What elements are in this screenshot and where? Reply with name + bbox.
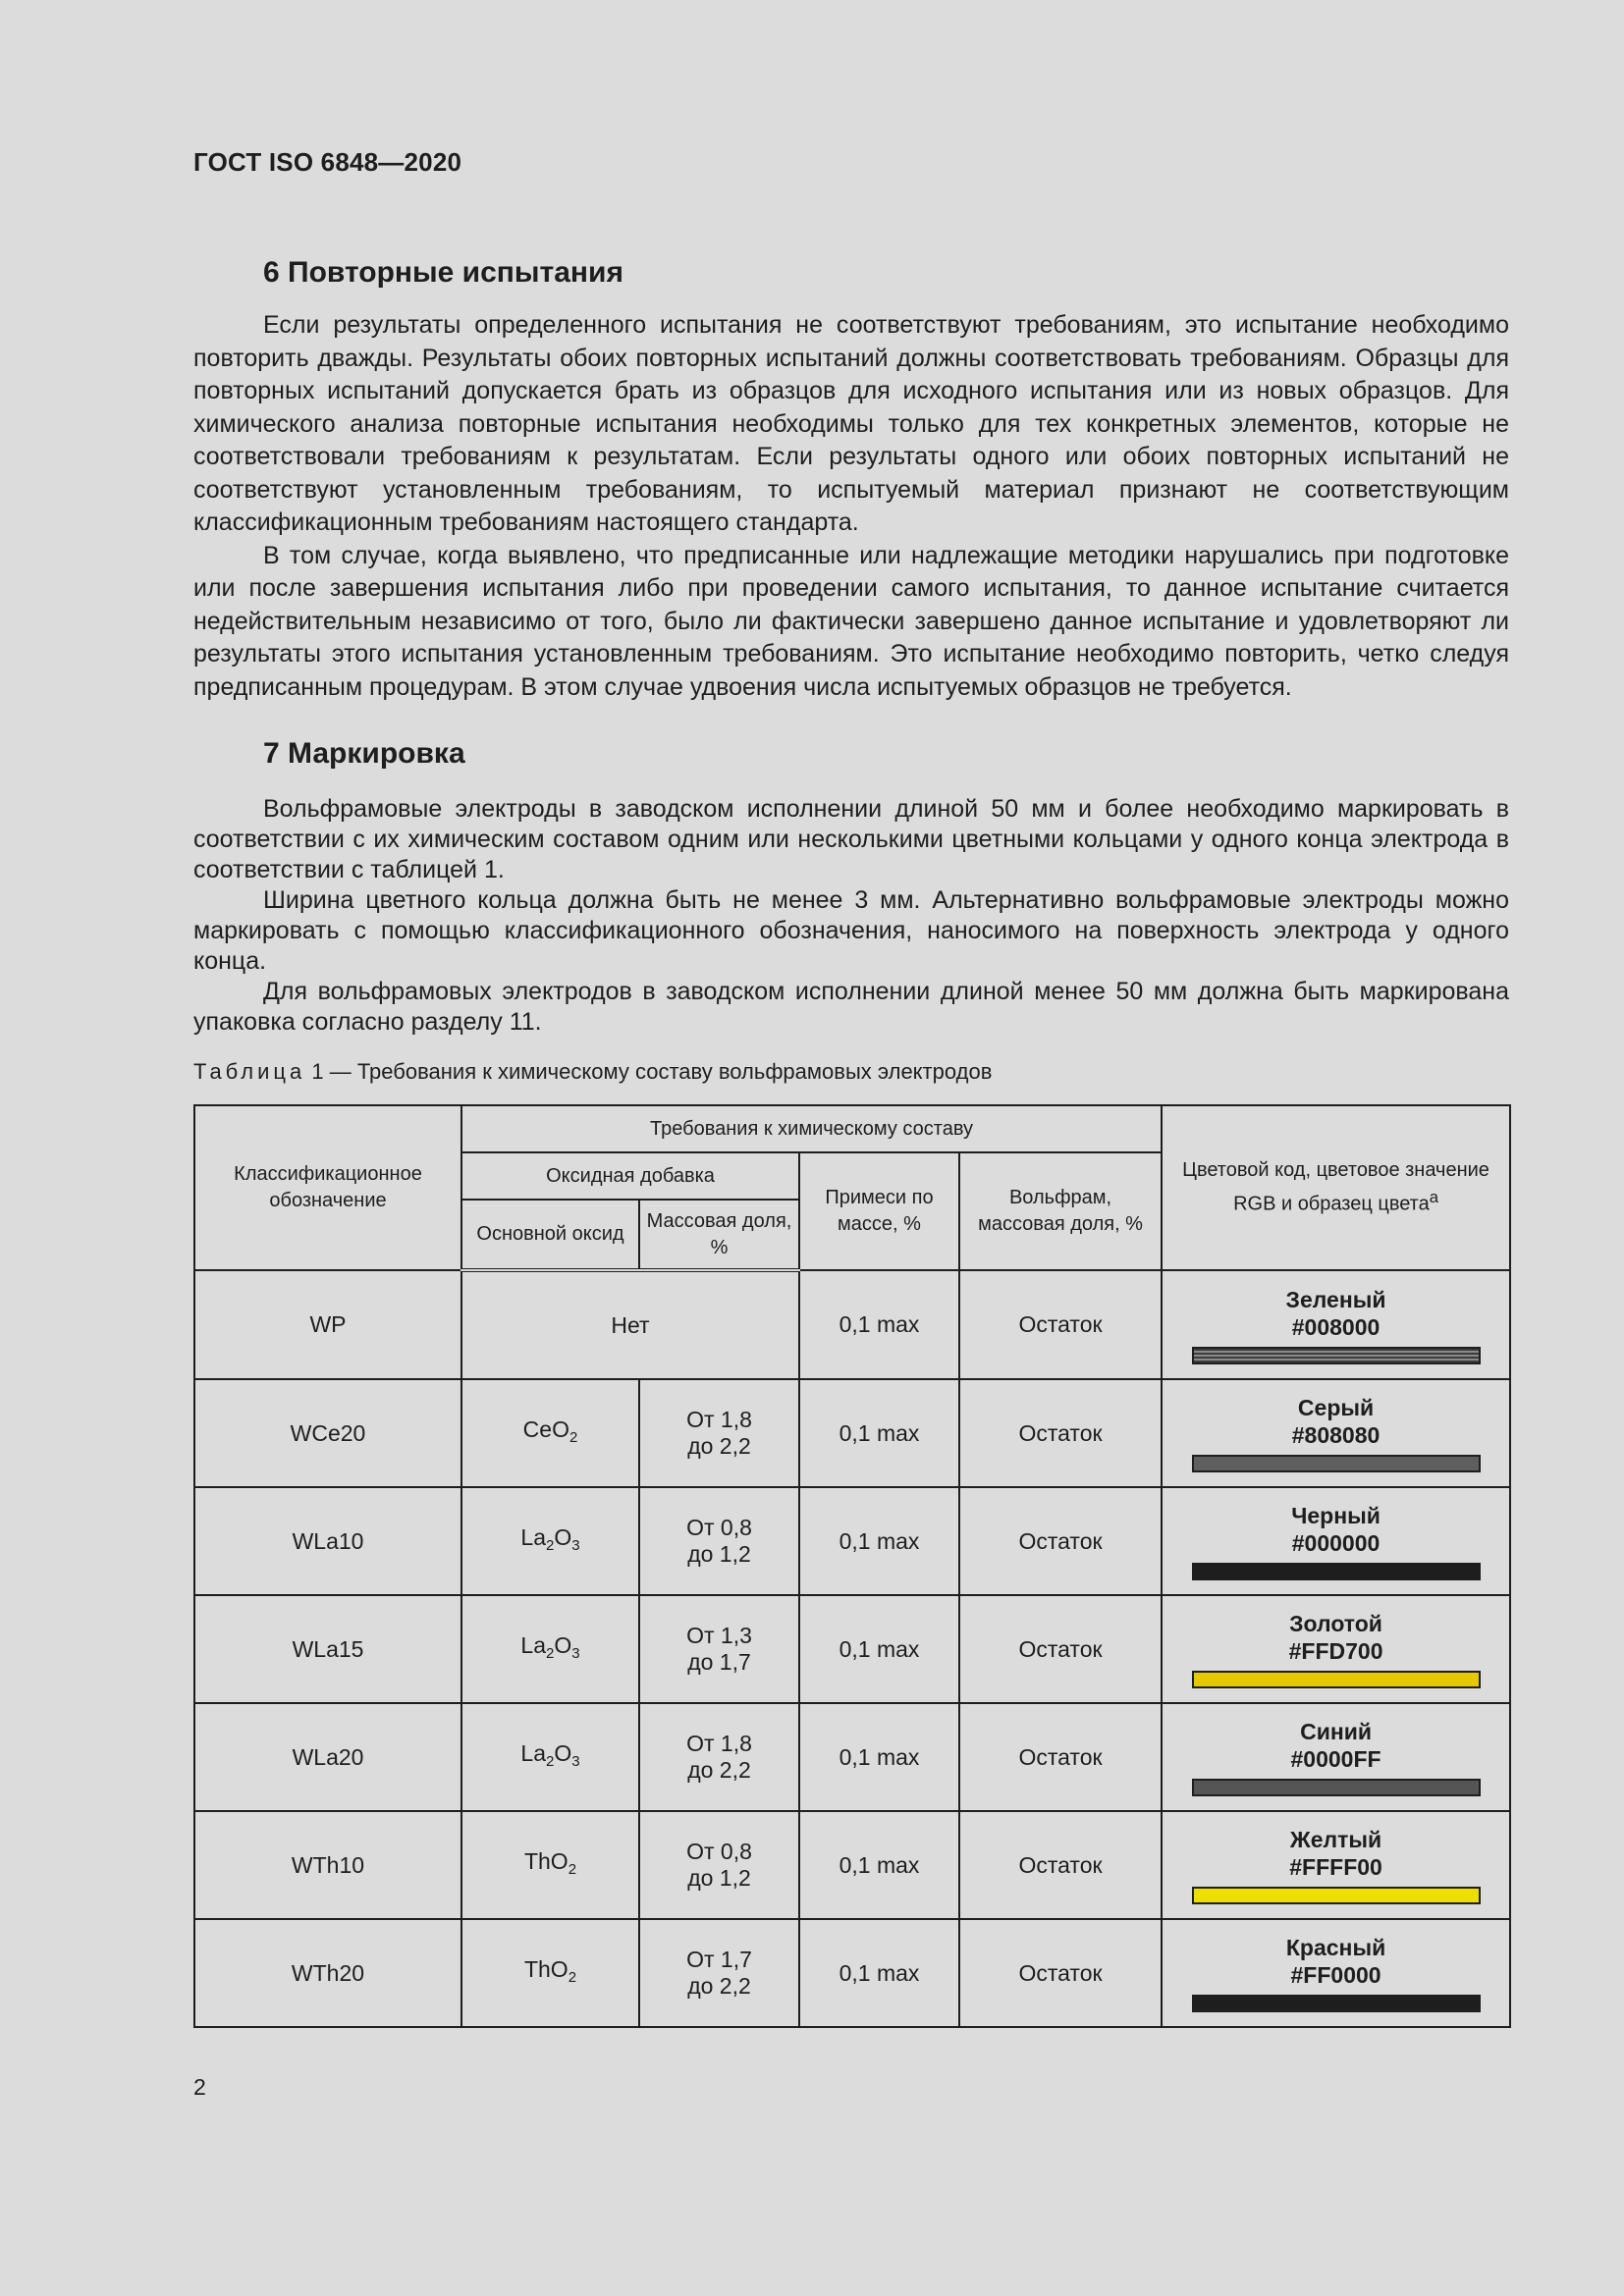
section-7-paragraph: Для вольфрамовых электродов в заводском исполнении длиной менее 50 мм должна быть маркирована упаковка согласно разделу 11. [193, 978, 1509, 1036]
cell-designation: WLa15 [194, 1595, 461, 1703]
cell-mass-fraction [639, 1811, 799, 1919]
cell-tungsten: Остаток [959, 1919, 1162, 2027]
cell-designation: WP [194, 1270, 461, 1379]
table-row [194, 1919, 1510, 2027]
section-6-body [193, 309, 1509, 704]
color-name: Синий [1300, 1719, 1372, 1744]
table-row [194, 1811, 1510, 1919]
section-6-paragraph: Если результаты определенного испытания не соответствуют требованиям, это испытание необходимо повторить дважды. Результаты обоих повторных испытаний должны соответствовать требованиям. Образцы для повторных испытаний допускается брать из образцов для исходного испытания или из новых образцов. Для химического анализа повторные испытания необходимы только для тех конкретных элементов, которые не соответствовали требованиям к результатам. Если результаты одного или обоих повторных испытаний не соответствуют установленным требованиям, то испытуемый материал признают не соответствующим классификационным требованиям настоящего стандарта. [193, 311, 1509, 536]
mass-from: От 1,8 [686, 1731, 752, 1756]
cell-color-code [1162, 1379, 1510, 1487]
page-number: 2 [193, 2074, 206, 2100]
header-chem-requirements: Требования к химическому составу [461, 1105, 1162, 1152]
header-main-oxide: Основной оксид [461, 1200, 639, 1270]
cell-mass-fraction [639, 1703, 799, 1811]
color-hex: #000000 [1291, 1530, 1380, 1556]
mass-to: до 2,2 [687, 1757, 751, 1783]
table-row [194, 1595, 1510, 1703]
oxide-subscript: 2 [546, 1644, 555, 1662]
mass-from: От 1,7 [686, 1947, 752, 1972]
mass-to: до 1,2 [687, 1865, 751, 1891]
color-hex: #FF0000 [1290, 1962, 1381, 1988]
color-name: Черный [1291, 1503, 1380, 1528]
table-caption-label: Таблица [193, 1059, 306, 1084]
oxide-subscript: 3 [571, 1644, 580, 1662]
header-mass-fraction: Массовая доля, % [639, 1200, 799, 1270]
color-hex: #FFFF00 [1289, 1854, 1382, 1880]
cell-tungsten: Остаток [959, 1703, 1162, 1811]
color-swatch [1192, 1995, 1481, 2012]
color-swatch [1192, 1671, 1481, 1688]
oxide-formula-tail: $O_3$ [554, 1631, 580, 1662]
color-name: Желтый [1289, 1827, 1382, 1852]
color-swatch [1192, 1563, 1481, 1580]
color-hex: #808080 [1291, 1422, 1380, 1448]
document-header: ГОСТ ISO 6848—2020 [193, 147, 462, 177]
mass-from: От 0,8 [686, 1839, 752, 1864]
cell-mass-fraction [639, 1919, 799, 2027]
mass-to: до 1,7 [687, 1649, 751, 1675]
oxide-formula: CeO [522, 1415, 569, 1442]
cell-main-oxide [461, 1703, 639, 1811]
cell-tungsten: Остаток [959, 1595, 1162, 1703]
cell-designation: WTh10 [194, 1811, 461, 1919]
table-body [194, 1270, 1510, 2027]
section-7-title: 7 Маркировка [263, 737, 465, 770]
section-7-paragraph: Ширина цветного кольца должна быть не менее 3 мм. Альтернативно вольфрамовые электроды можно маркировать с помощью классификационного обозначения, наносимого на поверхность электрода у одного конца. [193, 886, 1509, 975]
cell-tungsten: Остаток [959, 1487, 1162, 1595]
cell-tungsten: Остаток [959, 1379, 1162, 1487]
oxide-subscript: 2 [546, 1536, 555, 1554]
cell-impurities: 0,1 max [799, 1379, 959, 1487]
cell-impurities: 0,1 max [799, 1270, 959, 1379]
cell-color-code [1162, 1270, 1510, 1379]
color-hex: #008000 [1291, 1313, 1380, 1340]
cell-designation: WTh20 [194, 1919, 461, 2027]
cell-designation: WCe20 [194, 1379, 461, 1487]
mass-from: От 0,8 [686, 1515, 752, 1540]
cell-designation: WLa20 [194, 1703, 461, 1811]
mass-to: до 2,2 [687, 1433, 751, 1459]
color-hex: #FFD700 [1288, 1638, 1383, 1664]
cell-impurities: 0,1 max [799, 1811, 959, 1919]
header-tungsten: Вольфрам, массовая доля, % [959, 1152, 1162, 1270]
header-color-code-text: Цветовой код, цветовое значение RGB и образец цвета [1182, 1159, 1489, 1215]
mass-to: до 1,2 [687, 1541, 751, 1567]
mass-to: до 2,2 [687, 1973, 751, 1999]
oxide-subscript: 2 [568, 1860, 577, 1878]
color-swatch [1192, 1887, 1481, 1904]
cell-color-code [1162, 1703, 1510, 1811]
cell-main-oxide [461, 1595, 639, 1703]
oxide-formula: ThO [523, 1847, 568, 1874]
table-row [194, 1379, 1510, 1487]
cell-designation: WLa10 [194, 1487, 461, 1595]
section-6-title: 6 Повторные испытания [263, 256, 623, 289]
cell-main-oxide [461, 1811, 639, 1919]
cell-impurities: 0,1 max [799, 1919, 959, 2027]
oxide-formula: La [520, 1523, 546, 1550]
cell-color-code [1162, 1919, 1510, 2027]
footnote-marker: a [1429, 1188, 1439, 1207]
header-color-code [1162, 1105, 1510, 1270]
oxide-subscript: 2 [546, 1752, 555, 1770]
color-name: Золотой [1289, 1611, 1382, 1636]
requirements-table [193, 1104, 1511, 2028]
oxide-formula: La [520, 1739, 546, 1766]
cell-main-oxide [461, 1379, 639, 1487]
cell-tungsten: Остаток [959, 1811, 1162, 1919]
header-impurities: Примеси по массе, % [799, 1152, 959, 1270]
mass-from: От 1,3 [686, 1623, 752, 1648]
cell-color-code [1162, 1595, 1510, 1703]
cell-color-code [1162, 1487, 1510, 1595]
cell-mass-fraction [639, 1595, 799, 1703]
oxide-subscript: 2 [568, 1968, 577, 1986]
color-swatch [1192, 1455, 1481, 1472]
document-page [193, 147, 1509, 2028]
cell-main-oxide [461, 1487, 639, 1595]
oxide-formula: La [520, 1631, 546, 1658]
cell-tungsten: Остаток [959, 1270, 1162, 1379]
color-name: Серый [1297, 1395, 1375, 1420]
cell-impurities: 0,1 max [799, 1703, 959, 1811]
section-7-paragraph: Вольфрамовые электроды в заводском исполнении длиной 50 мм и более необходимо маркировать в соответствии с их химическим составом одним или несколькими цветными кольцами у одного конца электрода в соответствии с таблицей 1. [193, 795, 1509, 883]
cell-impurities: 0,1 max [799, 1487, 959, 1595]
cell-color-code [1162, 1811, 1510, 1919]
mass-from: От 1,8 [686, 1407, 752, 1432]
oxide-subscript: 3 [571, 1752, 580, 1770]
color-swatch [1192, 1347, 1481, 1364]
header-oxide-additive: Оксидная добавка [461, 1152, 799, 1200]
oxide-formula: ThO [523, 1955, 568, 1982]
oxide-subscript: 2 [568, 1428, 578, 1446]
table-row [194, 1487, 1510, 1595]
color-swatch [1192, 1779, 1481, 1796]
cell-mass-fraction [639, 1487, 799, 1595]
section-7-body [193, 794, 1509, 1038]
table-row [194, 1270, 1510, 1379]
table-caption [193, 1059, 1509, 1085]
table-caption-text: 1 — Требования к химическому составу вольфрамовых электродов [305, 1059, 993, 1084]
oxide-formula-tail: $O_3$ [554, 1739, 580, 1770]
color-hex: #0000FF [1290, 1746, 1381, 1772]
section-6-paragraph: В том случае, когда выявлено, что предписанные или надлежащие методики нарушались при подготовке или после завершения испытания либо при проведении самого испытания, то данное испытание считается недействительным независимо от того, было ли фактически завершено данное испытание и удовлетворяют ли результаты этого испытания установленным требованиям. Это испытание необходимо повторить, четко следуя предписанным процедурам. В этом случае удвоения числа испытуемых образцов не требуется. [193, 541, 1509, 701]
cell-mass-fraction [639, 1379, 799, 1487]
header-classification: Классификационное обозначение [194, 1105, 461, 1270]
cell-main-oxide [461, 1919, 639, 2027]
cell-impurities: 0,1 max [799, 1595, 959, 1703]
oxide-subscript: 3 [571, 1536, 580, 1554]
color-name: Зеленый [1285, 1286, 1386, 1312]
oxide-formula-tail: $O_3$ [554, 1523, 580, 1554]
cell-oxide-none: Нет [461, 1270, 799, 1379]
color-name: Красный [1285, 1935, 1386, 1960]
table-row [194, 1703, 1510, 1811]
